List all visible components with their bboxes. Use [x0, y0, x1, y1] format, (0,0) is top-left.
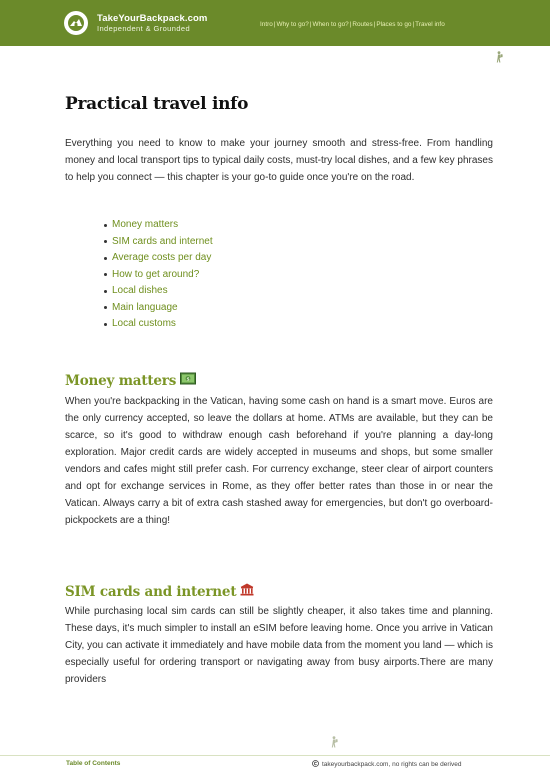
money-icon: [180, 372, 196, 389]
section-title-text: SIM cards and internet: [65, 583, 237, 600]
backpack-logo-icon: [64, 11, 88, 35]
toc-link-average-costs[interactable]: [104, 250, 213, 267]
toc-link-label: How to get around?: [112, 268, 200, 280]
toc-link-label: Main language: [112, 301, 178, 313]
bullet-icon: [104, 323, 107, 326]
nav-item-when-to-go[interactable]: When to go?: [312, 21, 349, 28]
top-header-bar: [0, 0, 550, 46]
footer-hiker-icon: [329, 735, 339, 753]
bullet-icon: [104, 224, 107, 227]
toc-link-local-customs[interactable]: [104, 316, 213, 333]
intro-paragraph: Everything you need to know to make your journey smooth and stress-free. From handling money and local transport tips to typical daily costs, must-try local dishes, and a few key phrases to help you connect — this chapter is your go-to guide once you're on the road.: [65, 138, 493, 183]
brand-title: TakeYourBackpack.com: [97, 12, 208, 24]
toc-link-label: Average costs per day: [112, 252, 212, 263]
nav-item-travel-info[interactable]: Travel info: [415, 21, 445, 28]
toc-link-money-matters[interactable]: [104, 217, 213, 234]
hiker-icon: [494, 50, 504, 68]
toc-link-local-dishes[interactable]: [104, 283, 213, 300]
nav-item-why-to-go[interactable]: Why to go?: [276, 21, 309, 28]
table-of-contents-link[interactable]: Table of Contents: [66, 760, 121, 767]
toc-link-label: SIM cards and internet: [112, 235, 213, 247]
toc-link-sim-cards[interactable]: [104, 234, 213, 251]
landmark-icon: [240, 583, 254, 600]
nav-separator: |: [412, 21, 415, 28]
nav-item-places-to-go[interactable]: Places to go: [376, 21, 412, 28]
section-title-money-matters: [65, 372, 196, 389]
toc-link-label: Local customs: [112, 318, 176, 329]
copyright-icon: [312, 760, 319, 769]
sim-cards-paragraph: While purchasing local sim cards can still be slightly cheaper, it also takes time and planning. These days, it's much simpler to install an eSIM before leaving home. Once you arrive in Vatican City, you can activate it immediately and have mobile data from the moment you land — which is especially useful for ordering transport or navigating away from busy airports.There are many providers: [65, 606, 493, 685]
bullet-icon: [104, 290, 107, 293]
bullet-icon: [104, 240, 107, 243]
nav-item-routes[interactable]: Routes: [352, 21, 373, 28]
svg-text:$: $: [186, 377, 190, 383]
brand-subtitle: Independent & Grounded: [97, 24, 191, 33]
chapter-contents-list: [104, 217, 213, 333]
brand-logo[interactable]: [64, 11, 207, 35]
nav-separator: |: [273, 21, 276, 28]
toc-link-main-language[interactable]: [104, 300, 213, 317]
nav-separator: |: [309, 21, 312, 28]
copyright-notice: [312, 760, 461, 769]
copyright-text: takeyourbackpack.com, no rights can be derived: [322, 761, 462, 768]
bullet-icon: [104, 273, 107, 276]
page-title: Practical travel info: [65, 94, 249, 114]
section-title-text: Money matters: [65, 372, 177, 389]
nav-item-intro[interactable]: Intro: [260, 21, 273, 28]
nav-separator: |: [373, 21, 376, 28]
toc-link-label: Money matters: [112, 219, 179, 230]
top-navigation: [260, 21, 445, 28]
toc-link-label: Local dishes: [112, 285, 168, 296]
bullet-icon: [104, 257, 107, 260]
nav-separator: |: [349, 21, 352, 28]
money-matters-paragraph: When you're backpacking in the Vatican, having some cash on hand is a smart move. Euros are the only currency accepted, so leave the dollars at home. ATMs are available, but they can be scarce, so it's good to withdraw enough cash beforehand if you're planning a day-long exploration. Major credit cards are widely accepted in museums and shops, but some smaller vendors and cafes might still prefer cash. For currency exchange, steer clear of airport counters and opt for exchange services in Rome, as they offer better rates than those in or near the Vatican. Always carry a bit of extra cash stashed away for emergencies, but don't go overboard-pickpockets are a thing!: [65, 396, 493, 526]
section-title-sim-cards: [65, 583, 254, 600]
bullet-icon: [104, 306, 107, 309]
toc-link-get-around[interactable]: [104, 267, 213, 284]
